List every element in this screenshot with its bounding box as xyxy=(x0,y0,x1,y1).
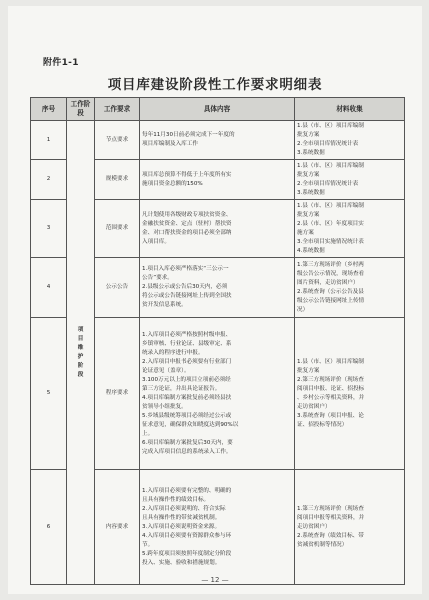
text-line: 且具有操作性的带贫减贫机制。 xyxy=(142,514,221,521)
text-line: 2.县（市、区）年度项目实 xyxy=(297,220,364,227)
text-line: 公告”要求。 xyxy=(142,275,173,281)
text-line: 、乡村公示等相关资料，并 xyxy=(297,394,365,401)
text-line: 贫减贫机制等情况） xyxy=(297,541,348,548)
text-line: 投入、实施、验收和措施规划。 xyxy=(142,559,221,566)
row-content xyxy=(140,160,295,200)
header-stage: 工作阶段 xyxy=(67,98,95,121)
row-content xyxy=(140,470,295,585)
text-line: 批复方案 xyxy=(297,171,320,178)
text-line: 3.系统查询（项目申报、论 xyxy=(297,412,364,419)
row-materials xyxy=(295,470,405,585)
text-line: 1.项目入库必须严格落实“三公示一 xyxy=(142,266,229,272)
text-line: 完成入库项目信息的系统录入工作。 xyxy=(142,448,232,455)
text-line: 2.入库项目必须说明的、符合实际 xyxy=(142,505,226,512)
row-seq: 2 xyxy=(31,160,67,200)
text-line: 1.县（市、区）项目库编制 xyxy=(297,358,364,365)
row-requirement: 节点要求 xyxy=(95,121,140,160)
text-line: 1.第三方现场评价（乡村两 xyxy=(297,261,364,268)
text-line: 1.县（市、区）项目库编制 xyxy=(297,123,364,129)
row-seq: 1 xyxy=(31,121,67,160)
text-line: 每年11月30日前必须完成下一年度的 xyxy=(142,132,235,138)
text-line: 论证意见（盖章）。 xyxy=(142,367,190,374)
stage-char: 阶 xyxy=(77,362,84,369)
text-line: 5.乡域县级统筹项目必须经过公示或 xyxy=(142,412,232,419)
stage-char: 目 xyxy=(77,335,84,342)
row-content xyxy=(140,318,295,470)
text-line: 6.项目库编制方案批复后30天内，要 xyxy=(142,439,233,446)
text-line: 金融扶贫资金、定点（驻村）帮扶资 xyxy=(142,220,232,227)
text-line: 节。 xyxy=(142,541,154,548)
text-line: 施项目资金总额的150% xyxy=(142,180,203,187)
text-line: 凡计划使用各级财政专项扶贫资金、 xyxy=(142,211,232,218)
text-line: 2.县级公示或公告后30天内，必须 xyxy=(142,284,228,290)
text-line: 阅项目申报、论证、招投标 xyxy=(297,385,365,392)
text-line: 入项目库。 xyxy=(142,238,170,245)
text-line: 2.全市项目库情况统计表 xyxy=(297,180,359,187)
text-line: 2.全市项目库情况统计表 xyxy=(297,141,359,147)
text-line: 4.入库项目必须要有资源群众参与环 xyxy=(142,532,232,539)
page-number: — 12 — xyxy=(201,576,229,584)
row-seq: 3 xyxy=(31,200,67,258)
text-line: 且具有操作性的绩效目标。 xyxy=(142,496,210,503)
document-page xyxy=(8,6,422,594)
text-line: 4.系统数据 xyxy=(297,247,325,254)
stage-char: 项 xyxy=(77,326,84,333)
stage-char: 段 xyxy=(77,371,84,378)
text-line: 级公示公告链接网址上传情 xyxy=(297,297,365,304)
row-requirement: 公示公告 xyxy=(95,258,140,318)
page-title: 项目库建设阶段性工作要求明细表 xyxy=(107,77,323,93)
text-line: 3.系统数据 xyxy=(297,150,325,156)
header-seq: 序号 xyxy=(31,98,67,121)
row-content xyxy=(140,121,295,160)
text-line: 5.跨年度项目须按照年度制定分阶段 xyxy=(142,550,232,557)
row-seq: 6 xyxy=(31,470,67,585)
text-line: 贫领导小组批复。 xyxy=(142,403,187,410)
text-line: 证、招投标等情况） xyxy=(297,421,348,428)
text-line: 项目库编制及入库工作 xyxy=(142,141,198,147)
row-seq: 5 xyxy=(31,318,67,470)
text-line: 1.入库项目必须要有完整的、明确的 xyxy=(142,487,232,494)
text-line: 阅项目申报等相关资料，并 xyxy=(297,514,365,521)
text-line: 1.入库项目必须严格按照村级申报、 xyxy=(142,331,232,338)
text-line: 级公告公示情况，现场查看 xyxy=(297,270,365,277)
row-requirement: 规模要求 xyxy=(95,160,140,200)
text-line: 将公示或公告链接网址上传到全国扶 xyxy=(142,293,232,299)
text-line: 乡镇审核、行业论证、县级审定、系 xyxy=(142,340,232,347)
text-line: 3.系统数据 xyxy=(297,189,325,196)
requirements-table xyxy=(30,97,405,585)
stage-char: 护 xyxy=(77,353,84,360)
text-line: 上。 xyxy=(142,430,154,437)
text-line: 3.全市项目实施情况统计表 xyxy=(297,238,364,245)
text-line: 批复方案 xyxy=(297,211,320,218)
text-line: 2.系统查询（公示公告及县 xyxy=(297,288,364,295)
text-line: 3.100万元以上的项目立项前必须经 xyxy=(142,376,231,383)
table-row xyxy=(31,121,405,160)
text-line: 1.第三方现场评价（现场查 xyxy=(297,505,364,512)
row-seq: 4 xyxy=(31,258,67,318)
row-materials xyxy=(295,121,405,160)
text-line: 2.第三方现场评价（现场查 xyxy=(297,376,364,383)
text-line: 批复方案 xyxy=(297,367,320,374)
text-line: 况） xyxy=(297,306,309,313)
row-materials xyxy=(295,200,405,258)
text-line: 金、对口帮扶资金的项目必须全部纳 xyxy=(142,229,232,236)
attachment-label: 附件1-1 xyxy=(43,58,79,68)
text-line: 走访贫困户） xyxy=(297,403,331,410)
text-line: 2.系统查询（绩效目标、带 xyxy=(297,532,364,539)
row-requirement: 范围要求 xyxy=(95,200,140,258)
text-line: 走访贫困户） xyxy=(297,523,331,530)
text-line: 征求意见，确保群众知晓度达到90%以 xyxy=(142,421,239,428)
text-line: 4.项目库编制方案批复前必须经县扶 xyxy=(142,394,232,401)
text-line: 3.入库项目必须说明资金来源。 xyxy=(142,523,221,530)
text-line: 1.县（市、区）项目库编制 xyxy=(297,162,364,169)
row-requirement: 程序要求 xyxy=(95,318,140,470)
header-content: 具体内容 xyxy=(140,98,295,121)
row-content xyxy=(140,200,295,258)
text-line: 1.县（市、区）项目库编制 xyxy=(297,202,364,209)
row-content xyxy=(140,258,295,318)
header-requirement: 工作要求 xyxy=(95,98,140,121)
stage-cell xyxy=(67,121,95,585)
text-line: 第三方论证，并出具论证报告。 xyxy=(142,385,221,392)
text-line: 图片资料，走访贫困户） xyxy=(297,279,359,286)
text-line: 统录入的程序进行申报。 xyxy=(142,349,204,356)
row-materials xyxy=(295,160,405,200)
text-line: 2.入库项目申报书必须要有行业部门 xyxy=(142,358,232,365)
row-materials xyxy=(295,318,405,470)
row-materials xyxy=(295,258,405,318)
text-line: 贫开发信息系统。 xyxy=(142,302,187,308)
text-line: 施方案 xyxy=(297,229,314,236)
header-materials: 材料收集 xyxy=(295,98,405,121)
table-header-row xyxy=(31,98,405,121)
stage-char: 维 xyxy=(77,344,84,351)
text-line: 批复方案 xyxy=(297,132,320,138)
text-line: 项目库总预算不得低于上年度所有实 xyxy=(142,171,232,178)
row-requirement: 内容要求 xyxy=(95,470,140,585)
